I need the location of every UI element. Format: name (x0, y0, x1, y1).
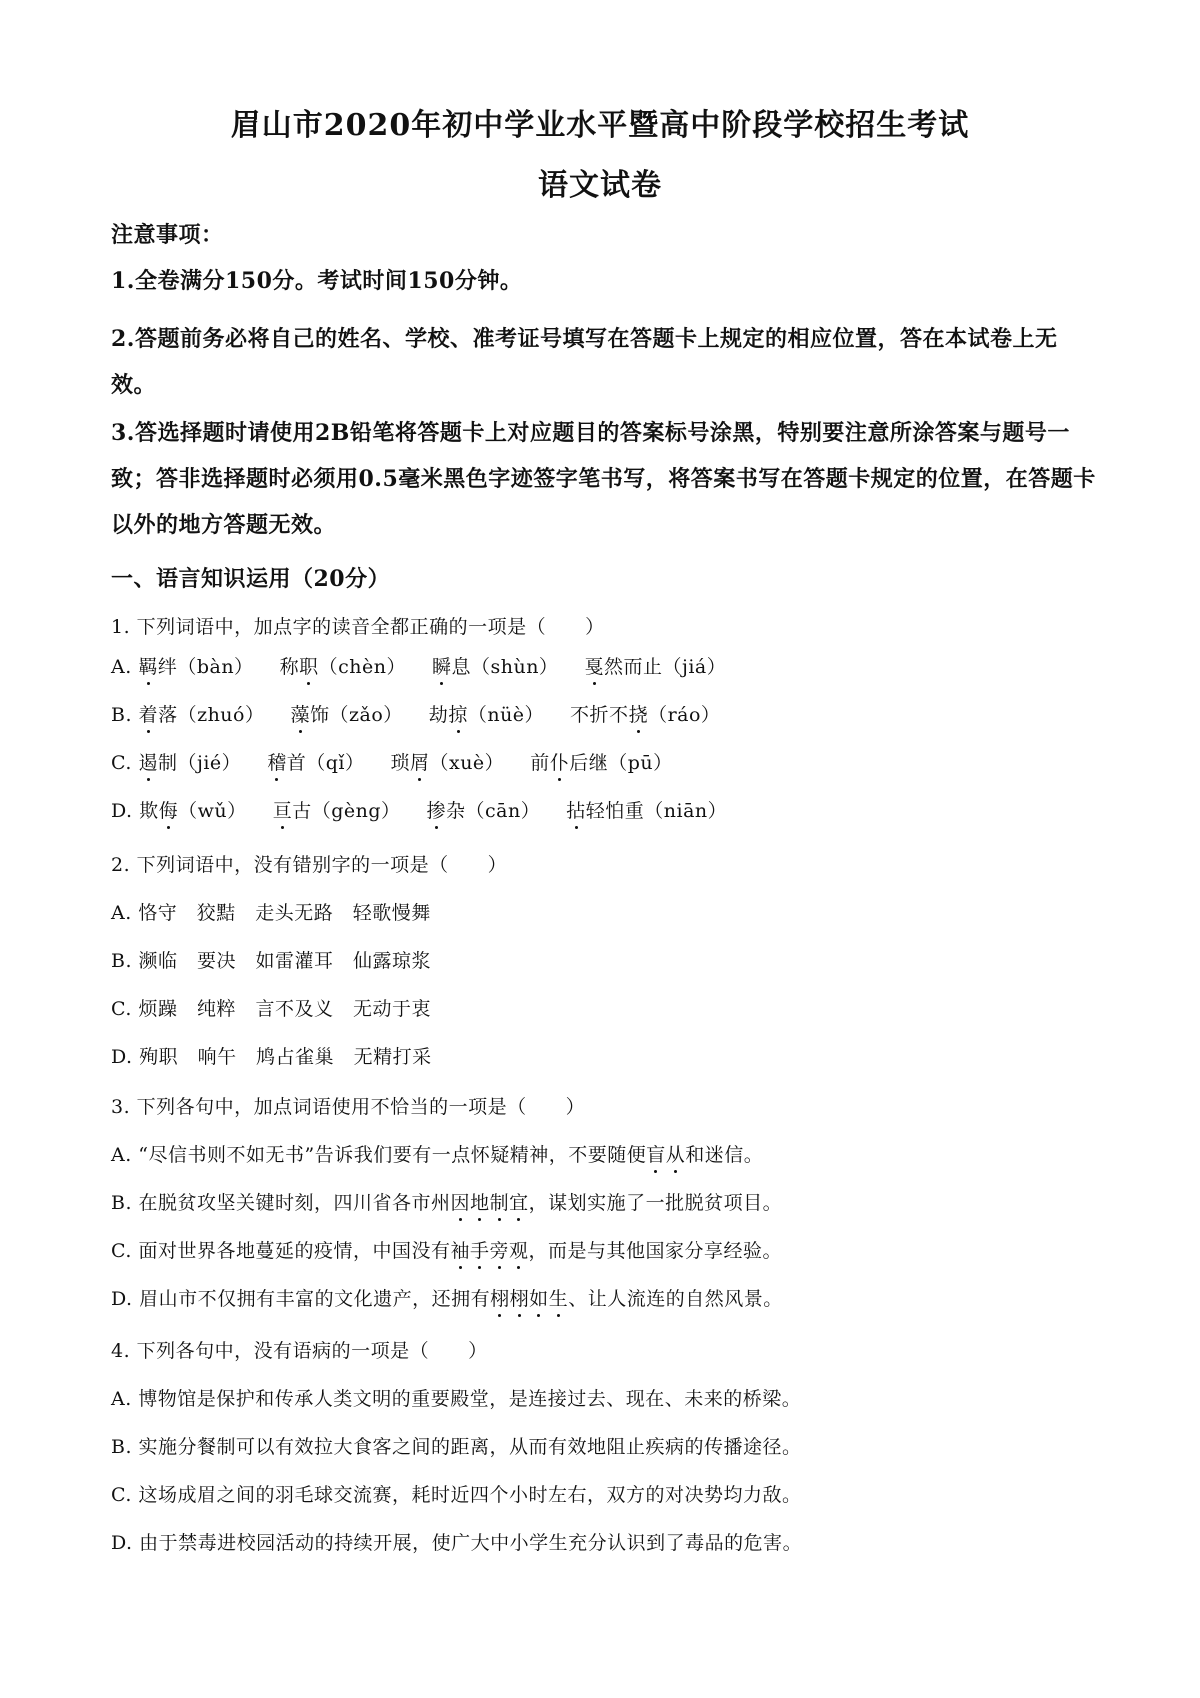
q3-option-a (111, 1140, 1101, 1167)
emphasis-char: 盲 (646, 1144, 666, 1166)
emphasis-char: 屑 (409, 752, 430, 774)
q4-stem: 4. 下列各句中，没有语病的一项是（ ） (111, 1340, 488, 1362)
q1-a-word-4: 戛然而止（jiá） (584, 656, 727, 678)
q1-c-word-4: 前仆后继（pū） (530, 752, 673, 774)
q3-c-text: C. 面对世界各地蔓延的疫情，中国没有 (111, 1240, 451, 1262)
notice-item-3: 3.答选择题时请使用2B铅笔将答题卡上对应题目的答案标号涂黑，特别要注意所涂答案与题号一致；答非选择题时必须用0.5毫米黑色字迹签字笔书写，将答案书写在答题卡规定的位置，在答题卡以外的地方答题无效。 (111, 420, 1096, 538)
q3-d-text: D. 眉山市不仅拥有丰富的文化遗产，还拥有 (111, 1288, 491, 1310)
q1-d-word-1: 欺侮（wǔ） (139, 800, 247, 822)
q1-c-word-1: 遏制（jié） (138, 752, 242, 774)
emphasis-char: 职 (299, 656, 319, 678)
emphasis-char: 宜 (509, 1192, 529, 1214)
emphasis-char: 遏 (138, 752, 158, 774)
emphasis-char: 生 (548, 1288, 569, 1310)
emphasis-char: 藻 (290, 704, 311, 726)
q1-b-word-1: 着落（zhuó） (138, 704, 265, 726)
option-label: D. (111, 800, 140, 822)
q2-option-d: D. 殉职 响午 鸠占雀巢 无精打采 (111, 1046, 432, 1068)
emphasis-char: 亘 (272, 800, 293, 822)
q1-b-word-3: 劫掠（nüè） (428, 704, 545, 726)
q1-d-word-3: 掺杂（cān） (426, 800, 541, 822)
q2-option-b: B. 濒临 要决 如雷灌耳 仙露琼浆 (111, 950, 432, 972)
exam-title: 眉山市2020年初中学业水平暨高中阶段学校招生考试 (230, 108, 970, 143)
q1-a-word-1: 羁绊（bàn） (138, 656, 254, 678)
q4-option-b: B. 实施分餐制可以有效拉大食客之间的距离，从而有效地阻止疾病的传播途径。 (111, 1436, 802, 1458)
q2-option-c: C. 烦躁 纯粹 言不及义 无动于衷 (111, 998, 431, 1020)
q3-a-text-end: 和迷信。 (685, 1144, 764, 1166)
q1-option-b (111, 700, 1101, 727)
q4-option-d: D. 由于禁毒进校园活动的持续开展，使广大中小学生充分认识到了毒品的危害。 (111, 1532, 803, 1554)
option-label: B. (111, 704, 139, 726)
q1-d-word-4: 拈轻怕重（niān） (566, 800, 728, 822)
q1-option-d (111, 796, 1101, 823)
q2-stem: 2. 下列词语中，没有错别字的一项是（ ） (111, 854, 508, 876)
notice-item-1: 1.全卷满分150分。考试时间150分钟。 (111, 268, 523, 294)
emphasis-char: 稽 (267, 752, 287, 774)
exam-subtitle: 语文试卷 (538, 168, 662, 203)
emphasis-char: 手 (469, 1240, 490, 1262)
emphasis-char: 从 (665, 1144, 686, 1166)
emphasis-char: 瞬 (431, 656, 452, 678)
q1-option-c (111, 748, 1101, 775)
q1-c-word-2: 稽首（qǐ） (267, 752, 365, 774)
emphasis-char: 着 (138, 704, 159, 726)
q3-c-dotted-word (450, 1240, 528, 1262)
q3-option-d (111, 1284, 1101, 1311)
q3-b-text: B. 在脱贫攻坚关键时刻，四川省各市州 (111, 1192, 451, 1214)
emphasis-char: 栩 (509, 1288, 530, 1310)
notice-heading: 注意事项： (111, 222, 224, 248)
q4-option-a: A. 博物馆是保护和传承人类文明的重要殿堂，是连接过去、现在、未来的桥梁。 (111, 1388, 802, 1410)
q3-d-dotted-word (490, 1288, 568, 1310)
q1-b-word-4: 不折不挠（ráo） (570, 704, 721, 726)
section-heading: 一、语言知识运用（20分） (111, 566, 391, 592)
emphasis-char: 地 (470, 1192, 490, 1214)
q3-option-c (111, 1236, 1101, 1263)
q3-b-text-end: ，谋划实施了一批脱贫项目。 (528, 1192, 783, 1214)
q3-d-text-end: 、让人流连的自然风景。 (568, 1288, 783, 1310)
q3-a-dotted-word (646, 1144, 685, 1166)
q1-d-word-2: 亘古（gèng） (272, 800, 401, 822)
q1-b-word-2: 藻饰（zǎo） (290, 704, 403, 726)
q3-b-dotted-word (451, 1192, 529, 1214)
emphasis-char: 栩 (490, 1288, 510, 1310)
emphasis-char: 拈 (566, 800, 586, 822)
emphasis-char: 仆 (549, 752, 570, 774)
q4-option-c: C. 这场成眉之间的羽毛球交流赛，耗时近四个小时左右，双方的对决势均力敌。 (111, 1484, 802, 1506)
q3-a-text: A. “尽信书则不如无书”告诉我们要有一点怀疑精神，不要随便 (111, 1144, 647, 1166)
q1-option-a (111, 652, 1101, 679)
emphasis-char: 戛 (584, 656, 604, 678)
q2-option-a: A. 恪守 狡黠 走头无路 轻歌慢舞 (111, 902, 431, 924)
emphasis-char: 掺 (426, 800, 447, 822)
q1-a-word-2: 称职（chèn） (279, 656, 406, 678)
q3-option-b (111, 1188, 1101, 1215)
q1-stem: 1. 下列词语中，加点字的读音全都正确的一项是（ ） (111, 616, 605, 638)
option-label: A. (111, 656, 139, 678)
q1-a-word-3: 瞬息（shùn） (431, 656, 559, 678)
q3-c-text-end: ，而是与其他国家分享经验。 (528, 1240, 783, 1262)
emphasis-char: 羁 (138, 656, 158, 678)
emphasis-char: 制 (489, 1192, 510, 1214)
emphasis-char: 观 (509, 1240, 529, 1262)
emphasis-char: 旁 (489, 1240, 509, 1262)
option-label: C. (111, 752, 139, 774)
emphasis-char: 袖 (450, 1240, 470, 1262)
q1-c-word-3: 琐屑（xuè） (390, 752, 505, 774)
emphasis-char: 侮 (158, 800, 179, 822)
q3-stem: 3. 下列各句中，加点词语使用不恰当的一项是（ ） (111, 1096, 586, 1118)
emphasis-char: 如 (529, 1288, 549, 1310)
emphasis-char: 因 (450, 1192, 471, 1214)
emphasis-char: 挠 (628, 704, 649, 726)
emphasis-char: 掠 (448, 704, 468, 726)
notice-item-2: 2.答题前务必将自己的姓名、学校、准考证号填写在答题卡上规定的相应位置，答在本试卷上无效。 (111, 326, 1058, 398)
